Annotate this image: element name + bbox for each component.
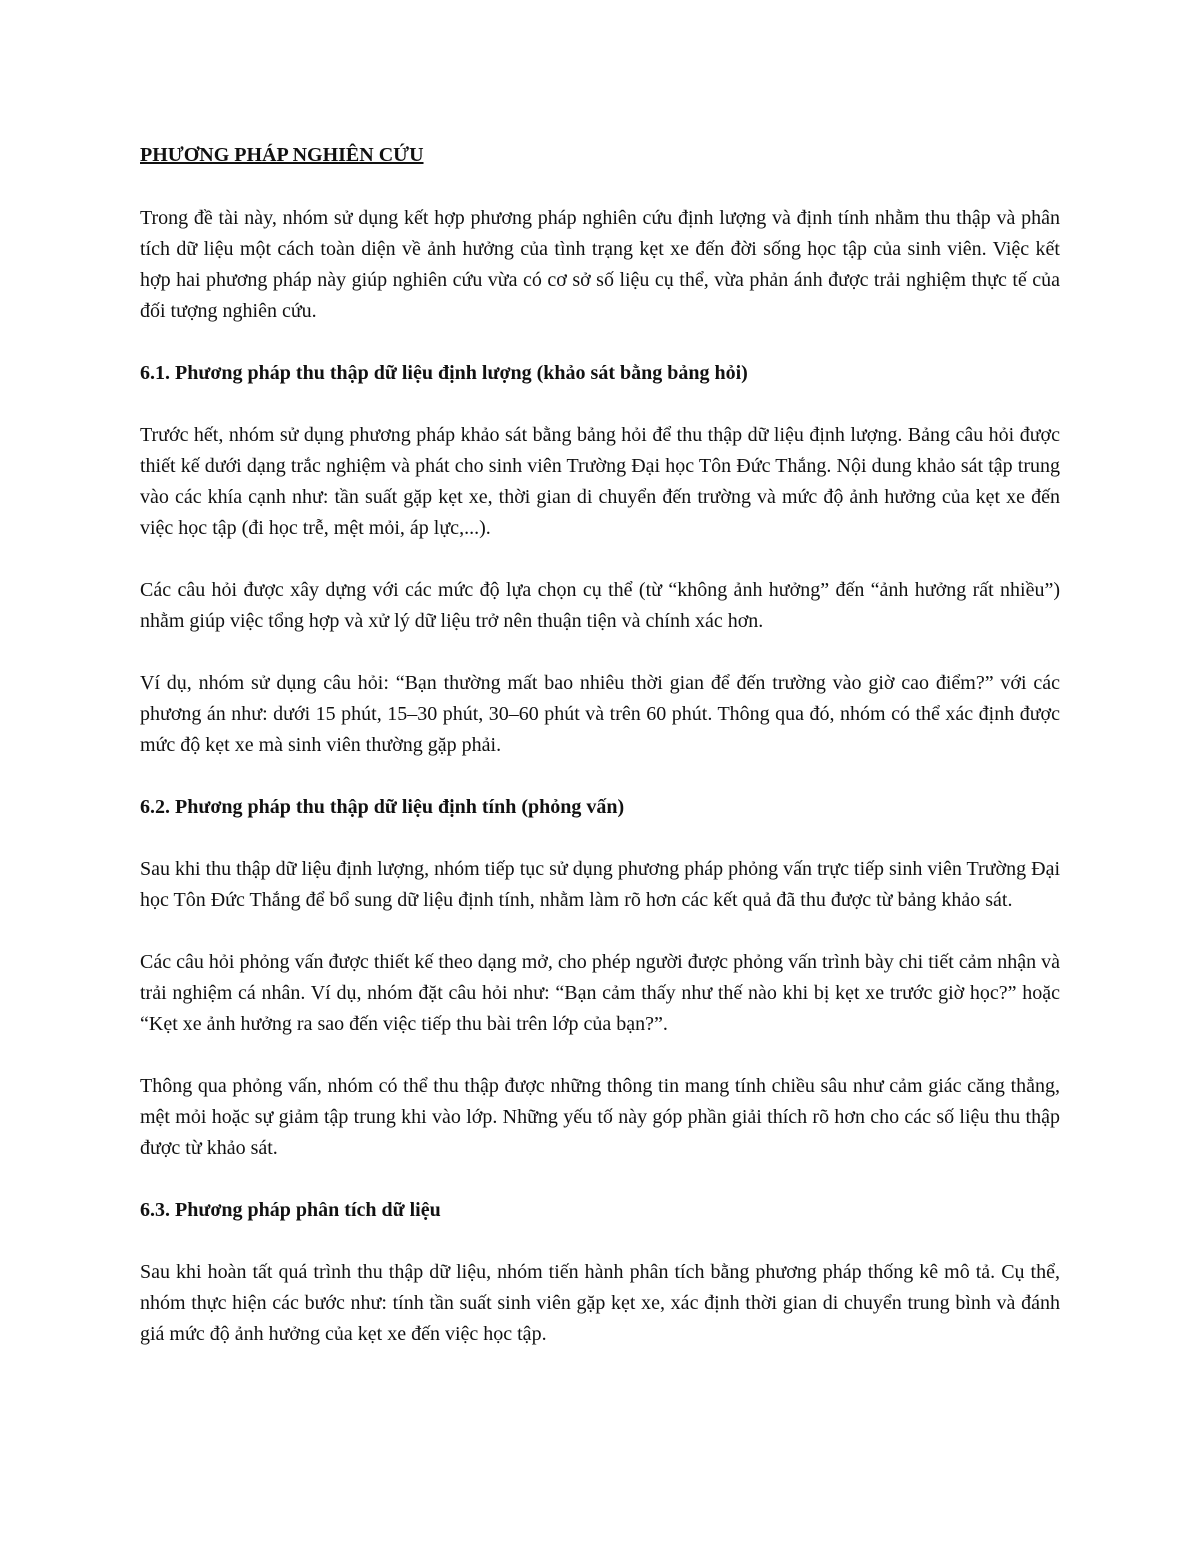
section-6-2-paragraph-3: Thông qua phỏng vấn, nhóm có thể thu thập được những thông tin mang tính chiều sâu như cảm giác căng thẳng, mệt mỏi hoặc sự giảm tập trung khi vào lớp. Những yếu tố này góp phần giải thích rõ hơn cho các số liệu thu thập được từ khảo sát.	[140, 1075, 1060, 1159]
section-heading-6-1: 6.1. Phương pháp thu thập dữ liệu định lượng (khảo sát bằng bảng hỏi)	[140, 362, 748, 384]
document-body	[140, 140, 1060, 1381]
section-6-1-paragraph-1: Trước hết, nhóm sử dụng phương pháp khảo sát bằng bảng hỏi để thu thập dữ liệu định lượng. Bảng câu hỏi được thiết kế dưới dạng trắc nghiệm và phát cho sinh viên Trường Đại học Tôn Đức Thắng. Nội dung khảo sát tập trung vào các khía cạnh như: tần suất gặp kẹt xe, thời gian di chuyển đến trường và mức độ ảnh hưởng của kẹt xe đến việc học tập (đi học trễ, mệt mỏi, áp lực,...).	[140, 424, 1060, 539]
section-heading-6-3: 6.3. Phương pháp phân tích dữ liệu	[140, 1199, 441, 1221]
section-heading-6-2: 6.2. Phương pháp thu thập dữ liệu định tính (phỏng vấn)	[140, 796, 625, 818]
section-6-1-paragraph-2: Các câu hỏi được xây dựng với các mức độ lựa chọn cụ thể (từ “không ảnh hưởng” đến “ảnh hưởng rất nhiều”) nhằm giúp việc tổng hợp và xử lý dữ liệu trở nên thuận tiện và chính xác hơn.	[140, 579, 1060, 632]
section-6-1-paragraph-3: Ví dụ, nhóm sử dụng câu hỏi: “Bạn thường mất bao nhiêu thời gian để đến trường vào giờ cao điểm?” với các phương án như: dưới 15 phút, 15–30 phút, 30–60 phút và trên 60 phút. Thông qua đó, nhóm có thể xác định được mức độ kẹt xe mà sinh viên thường gặp phải.	[140, 672, 1060, 756]
intro-paragraph: Trong đề tài này, nhóm sử dụng kết hợp phương pháp nghiên cứu định lượng và định tính nhằm thu thập và phân tích dữ liệu một cách toàn diện về ảnh hưởng của tình trạng kẹt xe đến đời sống học tập của sinh viên. Việc kết hợp hai phương pháp này giúp nghiên cứu vừa có cơ sở số liệu cụ thể, vừa phản ánh được trải nghiệm thực tế của đối tượng nghiên cứu.	[140, 207, 1060, 322]
section-6-2-paragraph-1: Sau khi thu thập dữ liệu định lượng, nhóm tiếp tục sử dụng phương pháp phỏng vấn trực tiếp sinh viên Trường Đại học Tôn Đức Thắng để bổ sung dữ liệu định tính, nhằm làm rõ hơn các kết quả đã thu được từ bảng khảo sát.	[140, 858, 1060, 911]
section-6-3-paragraph-1: Sau khi hoàn tất quá trình thu thập dữ liệu, nhóm tiến hành phân tích bằng phương pháp thống kê mô tả. Cụ thể, nhóm thực hiện các bước như: tính tần suất sinh viên gặp kẹt xe, xác định thời gian di chuyển trung bình và đánh giá mức độ ảnh hưởng của kẹt xe đến việc học tập.	[140, 1261, 1060, 1345]
section-6-2-paragraph-2: Các câu hỏi phỏng vấn được thiết kế theo dạng mở, cho phép người được phỏng vấn trình bày chi tiết cảm nhận và trải nghiệm cá nhân. Ví dụ, nhóm đặt câu hỏi như: “Bạn cảm thấy như thế nào khi bị kẹt xe trước giờ học?” hoặc “Kẹt xe ảnh hưởng ra sao đến việc tiếp thu bài trên lớp của bạn?”.	[140, 951, 1060, 1035]
document-title: PHƯƠNG PHÁP NGHIÊN CỨU	[140, 144, 424, 166]
